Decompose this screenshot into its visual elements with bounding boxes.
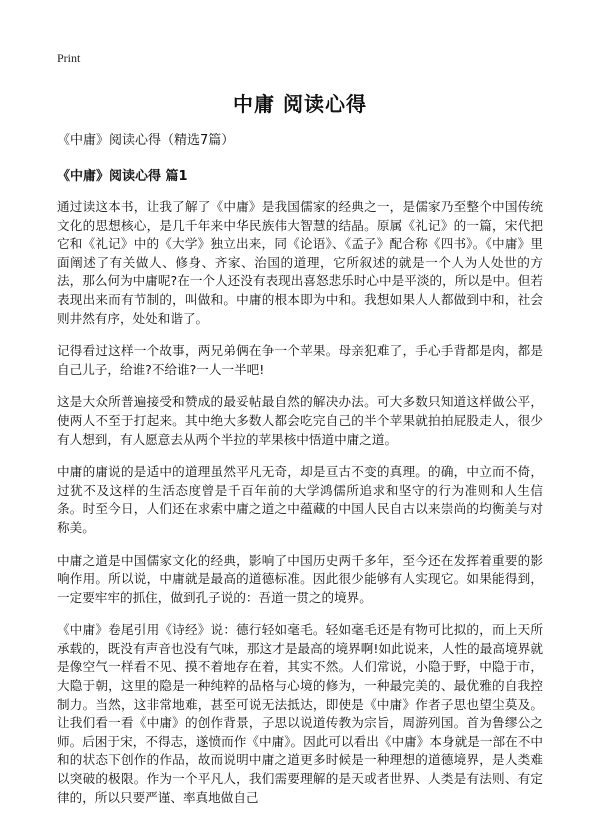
paragraph-1: 通过读这本书，让我了解了《中庸》是我国儒家的经典之一，是儒家乃至整个中国传统文化的思想核心，是几千年来中华民族伟大智慧的结晶。原属《礼记》的一篇，宋代把它和《礼记》中的《大学》独立出来，同《论语》、《孟子》配合称《四书》。《中庸》里面阐述了有关做人、修身、齐家、治国的道理，它所叙述的就是一个人为人处世的方法，那么何为中庸呢?在一个人还没有表现出喜怒悲乐时心中是平淡的，所以是中。但若表现出来而有节制的，叫做和。中庸的根本即为中和。我想如果人人都做到中和，社会则井然有序，处处和谐了。 <box>57 199 543 326</box>
section-heading: 《中庸》阅读心得 篇1 <box>57 169 188 184</box>
print-link[interactable]: Print <box>57 51 81 65</box>
paragraph-6: 《中庸》卷尾引用《诗经》说：德行轻如毫毛。轻如毫毛还是有物可比拟的，而上天所承载的，既没有声音也没有气味，那这才是最高的境界啊!如此说来，人性的最高境界就是像空气一样看不见、摸不着地存在着，其实不然。人们常说，小隐于野，中隐于市，大隐于朝，这里的隐是一种纯粹的品格与心境的修为，一种最完美的、最优雅的自我控制力。当然，这非常地难，甚至可说无法抵达，即使是《中庸》作者子思也望尘莫及。让我们看一看《中庸》的创作背景，子思以说道传教为宗旨，周游列国。首为鲁缪公之师。后困于宋，不得志，遂愤而作《中庸》。因此可以看出《中庸》本身就是一部在不中和的状态下创作的作品，故而说明中庸之道更多时候是一种理想的道德境界，是人类难以突破的极限。作为一个平凡人，我们需要理解的是天或者世界、人类是有法则、有定律的，所以只要严谨、率真地做自己 <box>57 622 543 805</box>
document-subtitle: 《中庸》阅读心得（精选7篇） <box>57 133 235 148</box>
document-title: 中庸 阅读心得 <box>233 92 367 116</box>
paragraph-3: 这是大众所普遍接受和赞成的最妥帖最自然的解决办法。可大多数只知道这样做公平，使两人不至于打起来。其中绝大多数人都会吃完自己的半个苹果就拍拍屁股走人，很少有人想到，有人愿意去从两个半拉的苹果核中悟道中庸之道。 <box>57 394 543 447</box>
paragraph-4: 中庸的庸说的是适中的道理虽然平凡无奇，却是亘古不变的真理。的确，中立而不倚，过犹不及这样的生活态度曾是千百年前的大学鸿儒所追求和坚守的行为准则和人生信条。时至今日，人们还在求索中庸之道之中蕴藏的中国人民自古以来崇尚的均衡美与对称美。 <box>57 464 543 535</box>
paragraph-5: 中庸之道是中国儒家文化的经典，影响了中国历史两千多年，至今还在发挥着重要的影响作用。所以说，中庸就是最高的道德标准。因此很少能够有人实现它。如果能得到，一定要牢牢的抓住，做到孔子说的：吾道一贯之的境界。 <box>57 552 543 605</box>
paragraph-2: 记得看过这样一个故事，两兄弟俩在争一个苹果。母亲犯难了，手心手背都是肉，都是自己儿子，给谁?不给谁?一人一半吧! <box>57 343 543 377</box>
